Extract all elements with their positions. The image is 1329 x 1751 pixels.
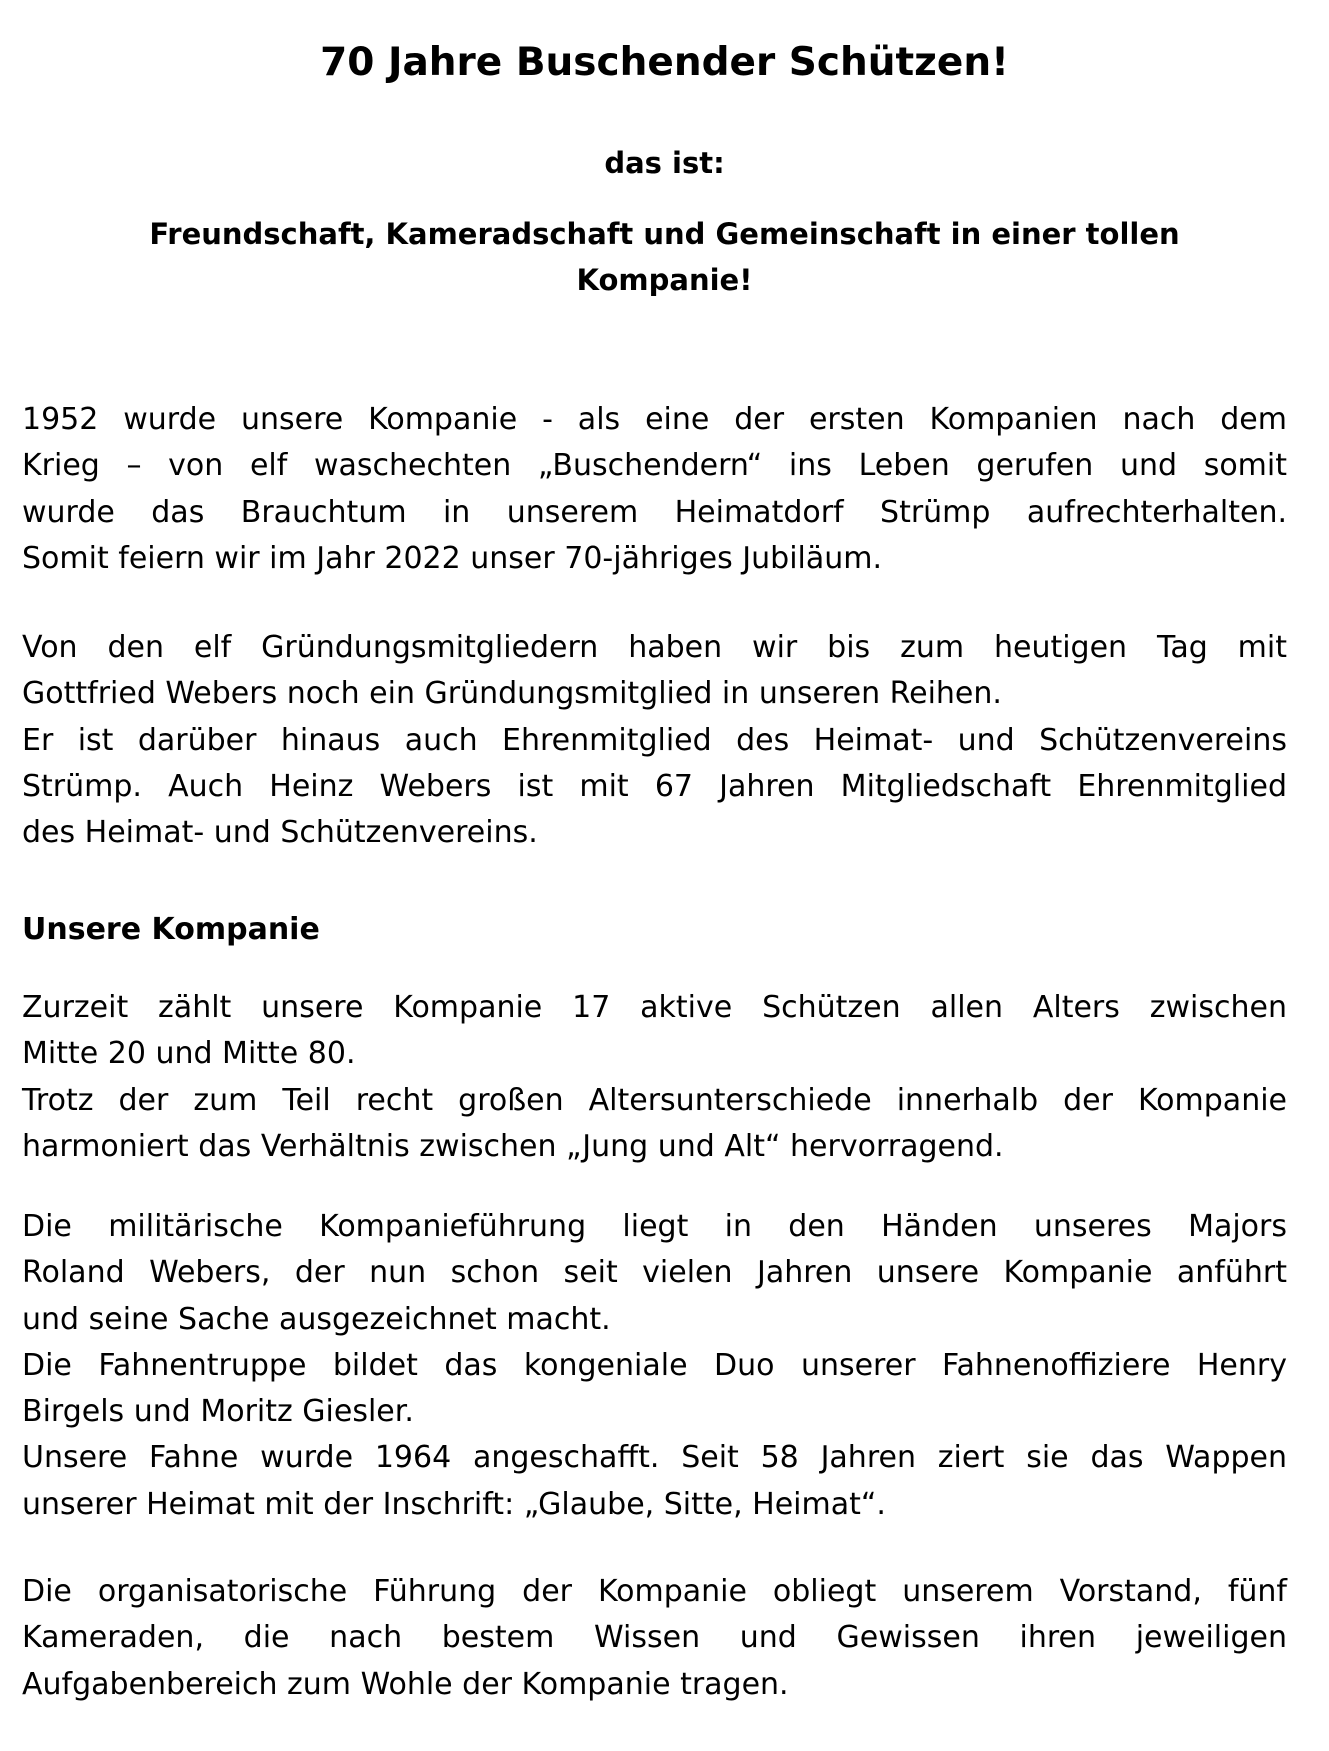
- paragraph-line: Roland Webers, der nun schon seit vielen Jahren unsere Kompanie anführt: [22, 1255, 1287, 1291]
- paragraph-line: des Heimat- und Schützenvereins.: [22, 815, 538, 851]
- paragraph-founding: [22, 397, 1287, 582]
- paragraph-board: [22, 1569, 1287, 1708]
- paragraph-current-members: [22, 985, 1287, 1170]
- paragraph-line: Gottfried Webers noch ein Gründungsmitglied in unseren Reihen.: [22, 676, 1002, 712]
- paragraph-line: Unsere Fahne wurde 1964 angeschafft. Seit 58 Jahren ziert sie das Wappen: [22, 1440, 1287, 1476]
- paragraph-line: Strümp. Auch Heinz Webers ist mit 67 Jahren Mitgliedschaft Ehrenmitglied: [22, 768, 1287, 804]
- tagline-line: Freundschaft, Kameradschaft und Gemeinschaft in einer tollen: [149, 217, 1180, 251]
- paragraph-line: Die militärische Kompanieführung liegt in den Händen unseres Majors: [22, 1209, 1287, 1244]
- paragraph-line: wurde das Brauchtum in unserem Heimatdorf Strümp aufrechterhalten.: [22, 494, 1287, 530]
- paragraph-line: Kameraden, die nach bestem Wissen und Gewissen ihren jeweiligen: [22, 1620, 1287, 1656]
- paragraph-line: Birgels und Moritz Giesler.: [22, 1394, 414, 1430]
- document-tagline: [0, 211, 1329, 303]
- section-heading: Unsere Kompanie: [22, 912, 320, 947]
- paragraph-line: Von den elf Gründungsmitgliedern haben wir bis zum heutigen Tag mit: [22, 630, 1287, 665]
- paragraph-founding-members: [22, 625, 1287, 856]
- paragraph-line: Die Fahnentruppe bildet das kongeniale Duo unserer Fahnenoffiziere Henry: [22, 1347, 1287, 1383]
- document-title: 70 Jahre Buschender Schützen!: [320, 40, 1009, 85]
- document-subtitle: das ist:: [604, 146, 725, 180]
- paragraph-leadership: [22, 1204, 1287, 1528]
- paragraph-line: harmoniert das Verhältnis zwischen „Jung und Alt“ hervorragend.: [22, 1128, 1004, 1164]
- paragraph-line: Trotz der zum Teil recht großen Altersunterschiede innerhalb der Kompanie: [22, 1082, 1287, 1118]
- paragraph-line: Mitte 20 und Mitte 80.: [22, 1036, 356, 1072]
- paragraph-line: Zurzeit zählt unsere Kompanie 17 aktive Schützen allen Alters zwischen: [22, 990, 1287, 1025]
- paragraph-line: Aufgabenbereich zum Wohle der Kompanie tragen.: [22, 1666, 789, 1702]
- paragraph-line: Die organisatorische Führung der Kompanie obliegt unserem Vorstand, fünf: [22, 1574, 1287, 1609]
- paragraph-line: Krieg – von elf waschechten „Buschendern“ ins Leben gerufen und somit: [22, 448, 1287, 484]
- paragraph-line: und seine Sache ausgezeichnet macht.: [22, 1301, 611, 1337]
- paragraph-line: Er ist darüber hinaus auch Ehrenmitglied des Heimat- und Schützenvereins: [22, 722, 1287, 758]
- paragraph-line: 1952 wurde unsere Kompanie - als eine der ersten Kompanien nach dem: [22, 402, 1287, 437]
- tagline-line: Kompanie!: [576, 263, 753, 297]
- paragraph-line: unserer Heimat mit der Inschrift: „Glaube, Sitte, Heimat“.: [22, 1486, 886, 1522]
- paragraph-line: Somit feiern wir im Jahr 2022 unser 70-jähriges Jubiläum.: [22, 540, 883, 576]
